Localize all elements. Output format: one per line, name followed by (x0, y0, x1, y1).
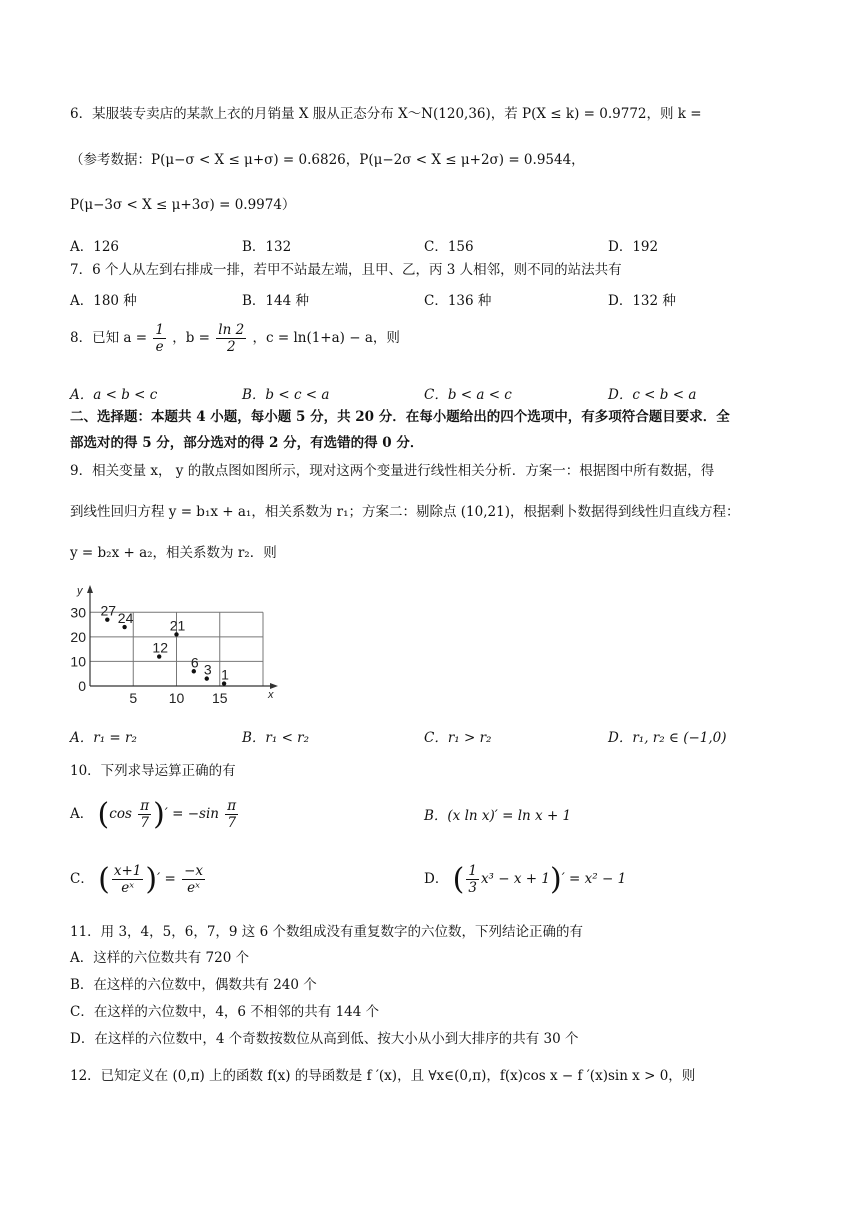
q10-c-numerator: x+1 (113, 862, 142, 879)
q10-d-one: 1 (468, 862, 477, 879)
q6-option-d: D．192 (608, 239, 659, 255)
q10-d-three: 3 (468, 880, 477, 896)
data-label: 21 (169, 617, 186, 634)
q12-stem: 12．已知定义在 (0,π) 上的函数 f(x) 的导函数是 f ′(x)，且 ∀x∈(0,π)，f(x)cos x − f ′(x)sin x > 0，则 (70, 1068, 696, 1084)
q9-line3: y = b₂x + a₂，相关系数为 r₂．则 (70, 545, 277, 561)
q6-option-b: B．132 (242, 239, 292, 255)
q7-option-b: B．144 种 (242, 293, 309, 309)
section2-line1: 二、选择题：本题共 4 小题，每小题 5 分，共 20 分．在每小题给出的四个选项中，有多项符合题目要求．全 (70, 409, 730, 425)
q10-a-pi-rhs: π (227, 797, 237, 814)
q8-a-fraction (153, 322, 166, 355)
q9-line2: 到线性回归方程 y = b₁x + a₁，相关系数为 r₁；方案二：剔除点 (10,21)，根据剩卜数据得到线性归直线方程： (70, 504, 740, 520)
q8-options (70, 383, 790, 405)
q8-b-numerator: ln 2 (218, 322, 245, 338)
x-tick-label: 10 (168, 690, 185, 706)
q10-c-fraction-lhs (112, 863, 144, 896)
data-label: 3 (203, 661, 212, 678)
q8-option-b: B．b < c < a (242, 387, 330, 403)
y-tick-label: 30 (70, 604, 86, 621)
q10-d-expr: x³ − x + 1 (480, 871, 550, 887)
q10-option-b: B．(x ln x)′ = ln x + 1 (424, 808, 572, 824)
q6-option-a: A．126 (70, 239, 120, 255)
q10-a-seven-lhs: 7 (140, 815, 149, 831)
q10-c-fraction-rhs (182, 863, 205, 896)
q8-prefix: 8．已知 a = (70, 330, 148, 347)
q8-b-denominator: 2 (226, 339, 236, 356)
q10-c-denominator: eˣ (121, 880, 135, 896)
q10-d-rhs: ′ = x² − 1 (561, 871, 627, 887)
scatter-plot (70, 582, 290, 712)
q11-option-d: D．在这样的六位数中，4 个奇数按数位从高到低、按大小从小到大排序的共有 30 个 (70, 1031, 579, 1047)
q10-d-label: D． (424, 871, 449, 887)
y-tick-label: 10 (70, 653, 86, 670)
q7-option-c: C．136 种 (424, 293, 492, 309)
q10-a-rhs: ′ = −sin (164, 806, 219, 822)
q8-b-label: ，b = (172, 330, 210, 347)
x-tick-label: 5 (129, 690, 138, 706)
q9-options (70, 726, 790, 748)
q8-a-numerator: 1 (155, 322, 164, 338)
q7-stem: 7．6 个人从左到右排成一排，若甲不站最左端，且甲、乙，丙 3 人相邻，则不同的站法共有 (70, 262, 622, 278)
q9-option-b: B．r₁ < r₂ (242, 730, 310, 746)
x-axis-label: x (268, 689, 274, 701)
q10-d-fraction (466, 863, 479, 896)
q9-option-c: C．r₁ > r₂ (424, 730, 492, 746)
q10-option-d: D． ( $\frac{1}{3}$ x³ − x + 1)′ = x² − 1 (424, 862, 627, 897)
q11-option-c: C．在这样的六位数中，4，6 不相邻的共有 144 个 (70, 1004, 380, 1020)
y-tick-label: 0 (78, 678, 86, 694)
data-label: 6 (190, 654, 199, 671)
q10-c-rhs-numerator: −x (184, 862, 203, 879)
data-label: 12 (152, 639, 168, 656)
q6-line3: P(μ−3σ < X ≤ μ+3σ) = 0.9974） (70, 197, 296, 213)
q6-line2: （参考数据：P(μ−σ < X ≤ μ+σ) = 0.6826，P(μ−2σ < X ≤ μ+2σ) = 0.9544， (70, 152, 585, 168)
q9-option-d: D．r₁, r₂ ∈ (−1,0) (608, 730, 727, 746)
q9-option-a: A．r₁ = r₂ (70, 730, 137, 746)
q10-option-a: A． (cos $\frac{\pi}{7}$ )′ = −sin $\frac{\pi}{7}$ (70, 797, 237, 832)
q8-stem (70, 322, 790, 355)
plot-points (101, 603, 230, 686)
q7-option-d: D．132 种 (608, 293, 676, 309)
q8-option-c: C．b < a < c (424, 387, 512, 403)
q10-stem: 10．下列求导运算正确的有 (70, 763, 236, 779)
q8-option-a: A．a < b < c (70, 387, 158, 403)
q10-a-fraction-lhs (138, 798, 151, 831)
q10-c-label: C． (70, 871, 94, 887)
section2-line2: 部选对的得 5 分，部分选对的得 2 分，有选错的得 0 分． (70, 435, 424, 451)
q10-a-cos: cos (109, 806, 132, 822)
q9-line1: 9．相关变量 x， y 的散点图如图所示，现对这两个变量进行线性相关分析．方案一：根据图中所有数据，得 (70, 463, 715, 479)
q8-suffix: ，c = ln(1+a) − a，则 (252, 330, 400, 347)
q10-a-seven-rhs: 7 (227, 815, 237, 831)
q10-option-c: C． ( $\frac{x+1}{\text{eˣ}}$ )′ = $\frac{-x}{\text{eˣ}}$ (70, 862, 203, 897)
data-label: 27 (100, 602, 117, 619)
q8-b-fraction (216, 322, 246, 355)
y-axis-arrow (87, 585, 93, 593)
data-label: 1 (221, 666, 229, 683)
q10-a-fraction-rhs (225, 798, 238, 831)
y-tick-label: 20 (70, 628, 86, 645)
q6-option-c: C．156 (424, 239, 474, 255)
q10-a-pi-lhs: π (140, 797, 150, 814)
x-tick-label: 15 (211, 690, 228, 706)
y-axis-label: y (77, 585, 83, 597)
q11-stem: 11．用 3，4，5，6，7，9 这 6 个数组成没有重复数字的六位数，下列结论正确的有 (70, 924, 583, 940)
q7-options (70, 289, 790, 311)
q7-option-a: A．180 种 (70, 293, 137, 309)
q11-option-b: B．在这样的六位数中，偶数共有 240 个 (70, 977, 317, 993)
q10-a-label: A． (70, 806, 94, 822)
data-label: 24 (117, 610, 134, 627)
q10-c-rhs-denominator: eˣ (187, 880, 200, 896)
q8-option-d: D．c < b < a (608, 387, 697, 403)
q11-option-a: A．这样的六位数共有 720 个 (70, 950, 250, 966)
q6-line1: 6．某服装专卖店的某款上衣的月销量 X 服从正态分布 X～N(120,36)，若 P(X ≤ k) = 0.9772，则 k = (70, 106, 702, 122)
q8-a-denominator: e (155, 339, 164, 356)
plot-ticks (70, 604, 227, 706)
q6-options (70, 235, 790, 257)
